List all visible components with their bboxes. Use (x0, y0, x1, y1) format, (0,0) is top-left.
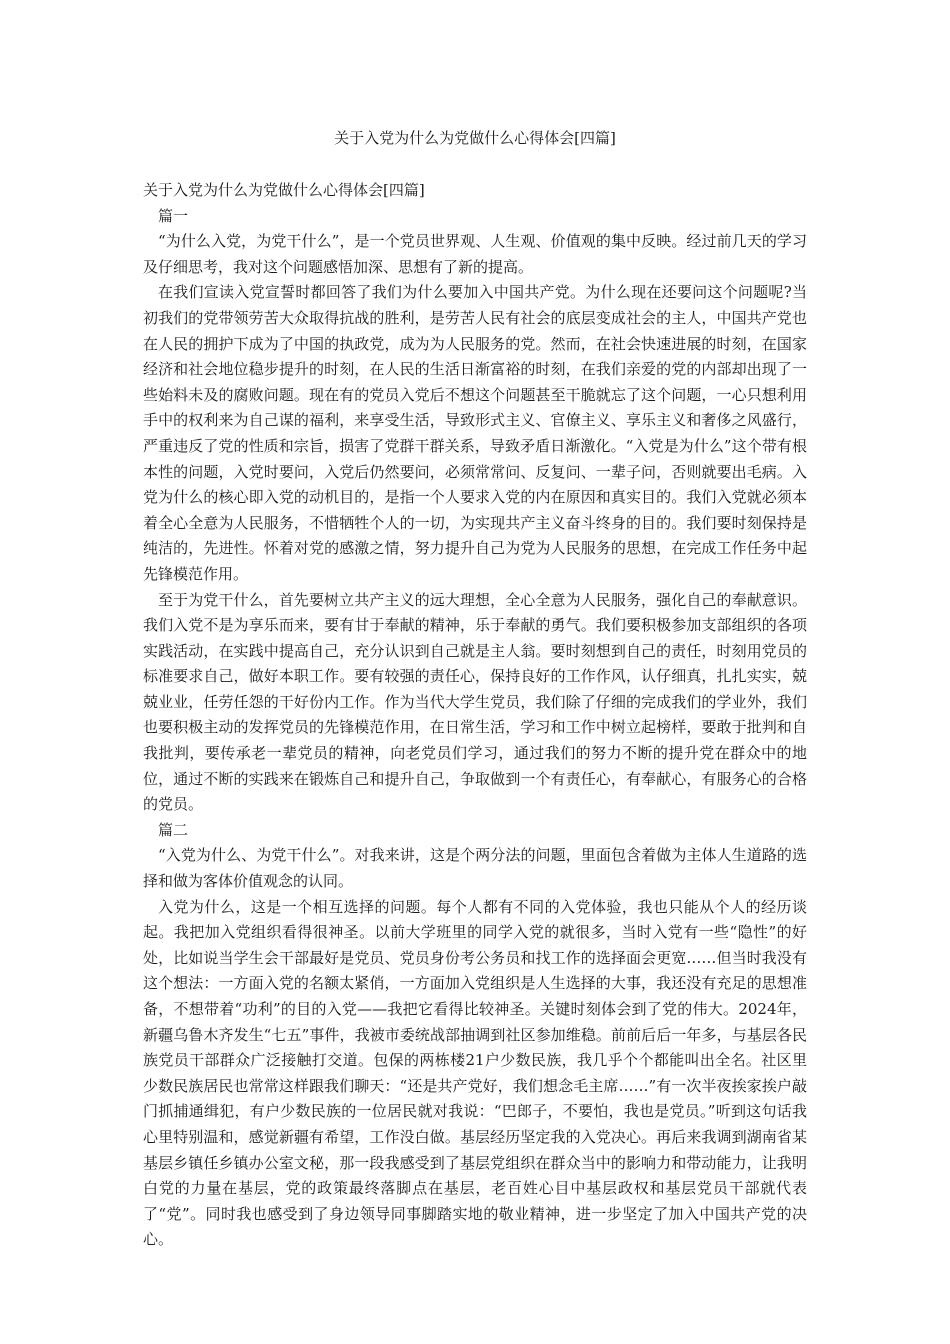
section-label-1: 篇一 (158, 206, 189, 225)
paragraph: “入党为什么、为党干什么”。对我来讲，这是个两分法的问题，里面包含着做为主体人生道路的选择和做为客体价值观念的认同。 (143, 846, 807, 891)
paragraph: 至于为党干什么，首先要树立共产主义的远大理想，全心全意为人民服务，强化自己的奉献意识。我们入党不是为享乐而来，要有甘于奉献的精神，乐于奉献的勇气。我们要积极参加支部组织的各项实践活动，在实践中提高自己，充分认识到自己就是主人翁。要时刻想到自己的责任，时刻用党员的标准要求自己，做好本职工作。要有较强的责任心，保持良好的工作作风，认仔细真，扎扎实实，兢兢业业，任劳任怨的干好份内工作。作为当代大学生党员，我们除了仔细的完成我们的学业外，我们也要积极主动的发挥党员的先锋模范作用，在日常生活，学习和工作中树立起榜样，要敢于批判和自我批判，要传承老一辈党员的精神，向老党员们学习，通过我们的努力不断的提升党在群众中的地位，通过不断的实践来在锻炼自己和提升自己，争取做到一个有责任心，有奉献心，有服务心的合格的党员。 (143, 590, 807, 814)
paragraph: 在我们宣读入党宣誓时都回答了我们为什么要加入中国共产党。为什么现在还要问这个问题呢?当初我们的党带领劳苦大众取得抗战的胜利，是劳苦人民有社会的底层变成社会的主人，中国共产党也在人民的拥护下成为了中国的执政党，成为为人民服务的党。然而，在社会快速进展的时刻，在国家经济和社会地位稳步提升的时刻，在人民的生活日渐富裕的时刻，在我们亲爱的党的内部却出现了一些始料未及的腐败问题。现在有的党员入党后不想这个问题甚至干脆就忘了这个问题，一心只想利用手中的权利来为自己谋的福利，来享受生活，导致形式主义、官僚主义、享乐主义和奢侈之风盛行，严重违反了党的性质和宗旨，损害了党群干群关系，导致矛盾日渐激化。“入党是为什么”这个带有根本性的问题，入党时要问，入党后仍然要问，必须常常问、反复问、一辈子问，否则就要出毛病。入党为什么的核心即入党的动机目的，是指一个人要求入党的内在原因和真实目的。我们入党就必须本着全心全意为人民服务，不惜牺牲个人的一切，为实现共产主义奋斗终身的目的。我们要时刻保持是纯洁的，先进性。怀着对党的感激之情，努力提升自己为党为人民服务的思想，在完成工作任务中起先锋模范作用。 (143, 283, 807, 583)
document-body (143, 178, 807, 1253)
section-label-2: 篇二 (158, 820, 189, 839)
document-title: 关于入党为什么为党做什么心得体会[四篇] (334, 129, 616, 147)
paragraph: 入党为什么，这是一个相互选择的问题。每个人都有不同的入党体验，我也只能从个人的经历谈起。我把加入党组织看得很神圣。以前大学班里的同学入党的就很多，当时入党有一些“隐性”的好处，比如说当学生会干部最好是党员、党员身份考公务员和找工作的选择面会更宽……但当时我没有这个想法：一方面入党的名额太紧俏，一方面加入党组织是人生选择的大事，我还没有充足的思想准备，不想带着“功利”的目的入党——我把它看得比较神圣。关键时刻体会到了党的伟大。2024年，新疆乌鲁木齐发生“七五”事件，我被市委统战部抽调到社区参加维稳。前前后后一年多，与基层各民族党员干部群众广泛接触打交道。包保的两栋楼21户少数民族，我几乎个个都能叫出全名。社区里少数民族居民也常常这样跟我们聊天：“还是共产党好，我们想念毛主席……”有一次半夜挨家挨户敲门抓捕通缉犯，有户少数民族的一位居民就对我说：“巴郎子，不要怕，我也是党员。”听到这句话我心里特别温和，感觉新疆有希望，工作没白做。基层经历坚定我的入党决心。再后来我调到湖南省某基层乡镇任乡镇办公室文秘，那一段我感受到了基层党组织在群众当中的影响力和带动能力，让我明白党的力量在基层，党的政策最终落脚点在基层，老百姓心目中基层政权和基层党员干部就代表了“党”。同时我也感受到了身边领导同事脚踏实地的敬业精神，进一步坚定了加入中国共产党的决心。 (143, 897, 807, 1249)
document-subtitle: 关于入党为什么为党做什么心得体会[四篇] (143, 181, 425, 199)
paragraph: “为什么入党，为党干什么”，是一个党员世界观、人生观、价值观的集中反映。经过前几天的学习及仔细思考，我对这个问题感悟加深、思想有了新的提高。 (143, 232, 807, 276)
